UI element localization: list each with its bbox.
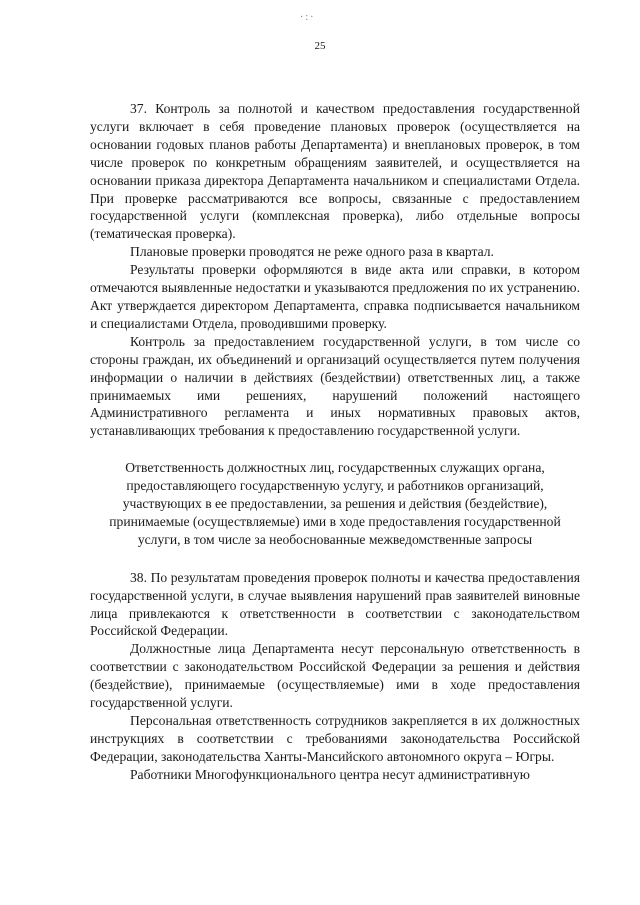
- paragraph-planned-checks: Плановые проверки проводятся не реже одного раза в квартал.: [130, 244, 494, 260]
- paragraph-check-results: Результаты проверки оформляются в виде акта или справки, в котором отмечаются выявленные недостатки и указываются предложения по их устранению. Акт утверждается директором Департамента, справка подписывается начальником и специалистами Отдела, проводившими проверку.: [90, 262, 580, 331]
- section-heading-responsibility: Ответственность должностных лиц, государственных служащих органа, предоставляющего государственную услугу, и работников организаций, участвующих в ее предоставлении, за решения и действия (бездействие), принимаемые (осуществляемые) ими в ходе предоставления государственной услуги, в том числе за необоснованные межведомственные запросы: [109, 460, 561, 547]
- scan-artifact: ·:·: [300, 12, 316, 23]
- paragraph-personal-responsibility: Персональная ответственность сотрудников закрепляется в их должностных инструкциях в соответствии с требованиями законодательства Российской Федерации, законодательства Ханты-Мансийского автономного округа – Югры.: [90, 713, 580, 764]
- paragraph-officials-responsibility: Должностные лица Департамента несут персональную ответственность в соответствии с законодательством Российской Федерации за решения и действия (бездействие), принимаемые (осуществляемые) ими в ходе предоставления государственной услуги.: [90, 641, 580, 711]
- paragraph-mfc-workers: Работники Многофункционального центра несут административную: [130, 766, 530, 782]
- paragraph-38: 38. По результатам проведения проверок полноты и качества предоставления государственной услуги, в случае выявления нарушений прав заявителей виновные лица привлекаются к ответственности в соответствии с законодательством Российской Федерации.: [90, 569, 580, 639]
- paragraph-public-control: Контроль за предоставлением государственной услуги, в том числе со стороны граждан, их объединений и организаций осуществляется путем получения информации о наличии в действиях (бездействии) ответственных лиц, а также принимаемых ими решениях, нарушений положений настоящего Административного регламента и иных нормативных правовых актов, устанавливающих требования к предоставлению государственной услуги.: [90, 333, 580, 439]
- page-number: 25: [314, 40, 326, 52]
- document-body: [90, 100, 580, 784]
- paragraph-37: 37. Контроль за полнотой и качеством предоставления государственной услуги включает в себя проведение плановых проверок (осуществляется на основании годовых планов работы Департамента) и внеплановых проверок, в том числе проверок по конкретным обращениям заявителей, и осуществляется на основании приказа директора Департамента начальником и специалистами Отдела. При проверке рассматриваются все вопросы, связанные с предоставлением государственной услуги (комплексная проверка), либо отдельные вопросы (тематическая проверка).: [90, 101, 580, 242]
